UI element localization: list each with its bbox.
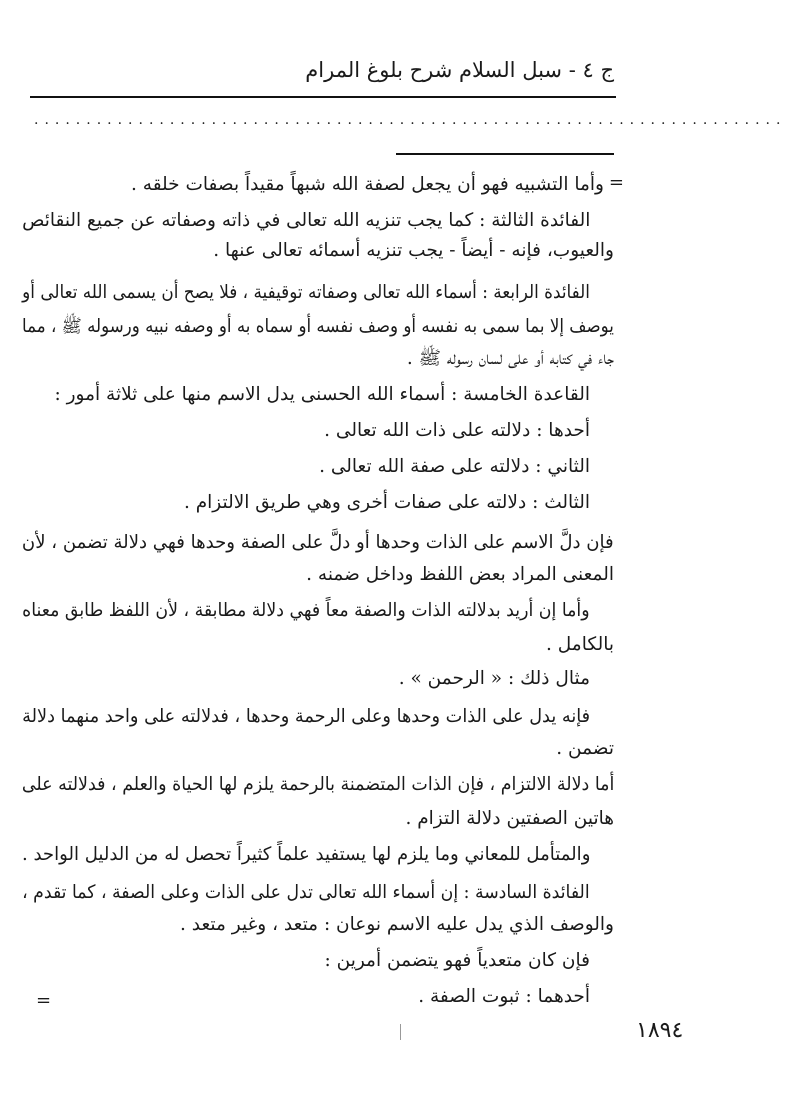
text-line: أحدهما : ثبوت الصفة . — [418, 986, 590, 1007]
text-line: الثاني : دلالته على صفة الله تعالى . — [319, 456, 590, 477]
text-line: فإن دلَّ الاسم على الذات وحدها أو دلَّ على الصفة وحدها فهي دلالة تضمن ، لأن — [22, 532, 614, 553]
footnote-rule — [396, 153, 614, 155]
text-line: تضمن . — [556, 738, 614, 759]
text-line: القاعدة الخامسة : أسماء الله الحسنى يدل الاسم منها على ثلاثة أمور : — [54, 384, 590, 405]
continuation-mark-bottom: = — [36, 990, 52, 1011]
text-line: المعنى المراد بعض اللفظ وداخل ضمنه . — [306, 564, 614, 585]
text-line: الثالث : دلالته على صفات أخرى وهي طريق الالتزام . — [183, 492, 590, 513]
header-rule — [30, 96, 616, 98]
text-line: جاء في كتابه أو على لسان رسوله ﷺ . — [406, 348, 614, 369]
page-number: ١٨٩٤ — [636, 1018, 684, 1043]
text-line: أما دلالة الالتزام ، فإن الذات المتضمنة بالرحمة يلزم لها الحياة والعلم ، فدلالته على — [21, 774, 614, 795]
text-line: والوصف الذي يدل عليه الاسم نوعان : متعد ، وغير متعد . — [180, 914, 614, 935]
dotted-separator: ........................................................................ — [34, 112, 786, 128]
text-line: الفائدة الرابعة : أسماء الله تعالى وصفاته توقيفية ، فلا يصح أن يسمى الله تعالى أو — [22, 282, 590, 303]
scan-artifact-line — [400, 1024, 401, 1040]
text-line: يوصف إلا بما سمى به نفسه أو وصف نفسه أو سماه به أو وصفه نبيه ورسوله ﷺ ، مما — [22, 316, 614, 337]
text-line: وأما التشبيه فهو أن يجعل لصفة الله شبهاً مقيداً بصفات خلقه . — [131, 174, 604, 195]
text-line: والمتأمل للمعاني وما يلزم لها يستفيد علماً كثيراً تحصل له من الدليل الواحد . — [21, 844, 590, 865]
text-line: مثال ذلك : « الرحمن » . — [398, 668, 590, 689]
text-line: والعيوب، فإنه - أيضاً - يجب تنزيه أسمائه تعالى عنها . — [213, 240, 614, 261]
running-header: ج ٤ - سبل السلام شرح بلوغ المرام — [305, 58, 614, 82]
text-line: الفائدة الثالثة : كما يجب تنزيه الله تعالى في ذاته وصفاته عن جميع النقائص — [21, 210, 590, 231]
text-line: هاتين الصفتين دلالة التزام . — [405, 808, 614, 829]
continuation-mark-top: = — [608, 172, 624, 193]
text-line: فإن كان متعدياً فهو يتضمن أمرين : — [324, 950, 590, 971]
text-line: فإنه يدل على الذات وحدها وعلى الرحمة وحدها ، فدلالته على واحد منهما دلالة — [22, 706, 590, 727]
text-line: الفائدة السادسة : إن أسماء الله تعالى تدل على الذات وعلى الصفة ، كما تقدم ، — [22, 882, 590, 903]
text-line: وأما إن أريد بدلالته الذات والصفة معاً فهي دلالة مطابقة ، لأن اللفظ طابق معناه — [22, 600, 590, 621]
text-line: أحدها : دلالته على ذات الله تعالى . — [324, 420, 590, 441]
text-line: بالكامل . — [546, 634, 614, 655]
